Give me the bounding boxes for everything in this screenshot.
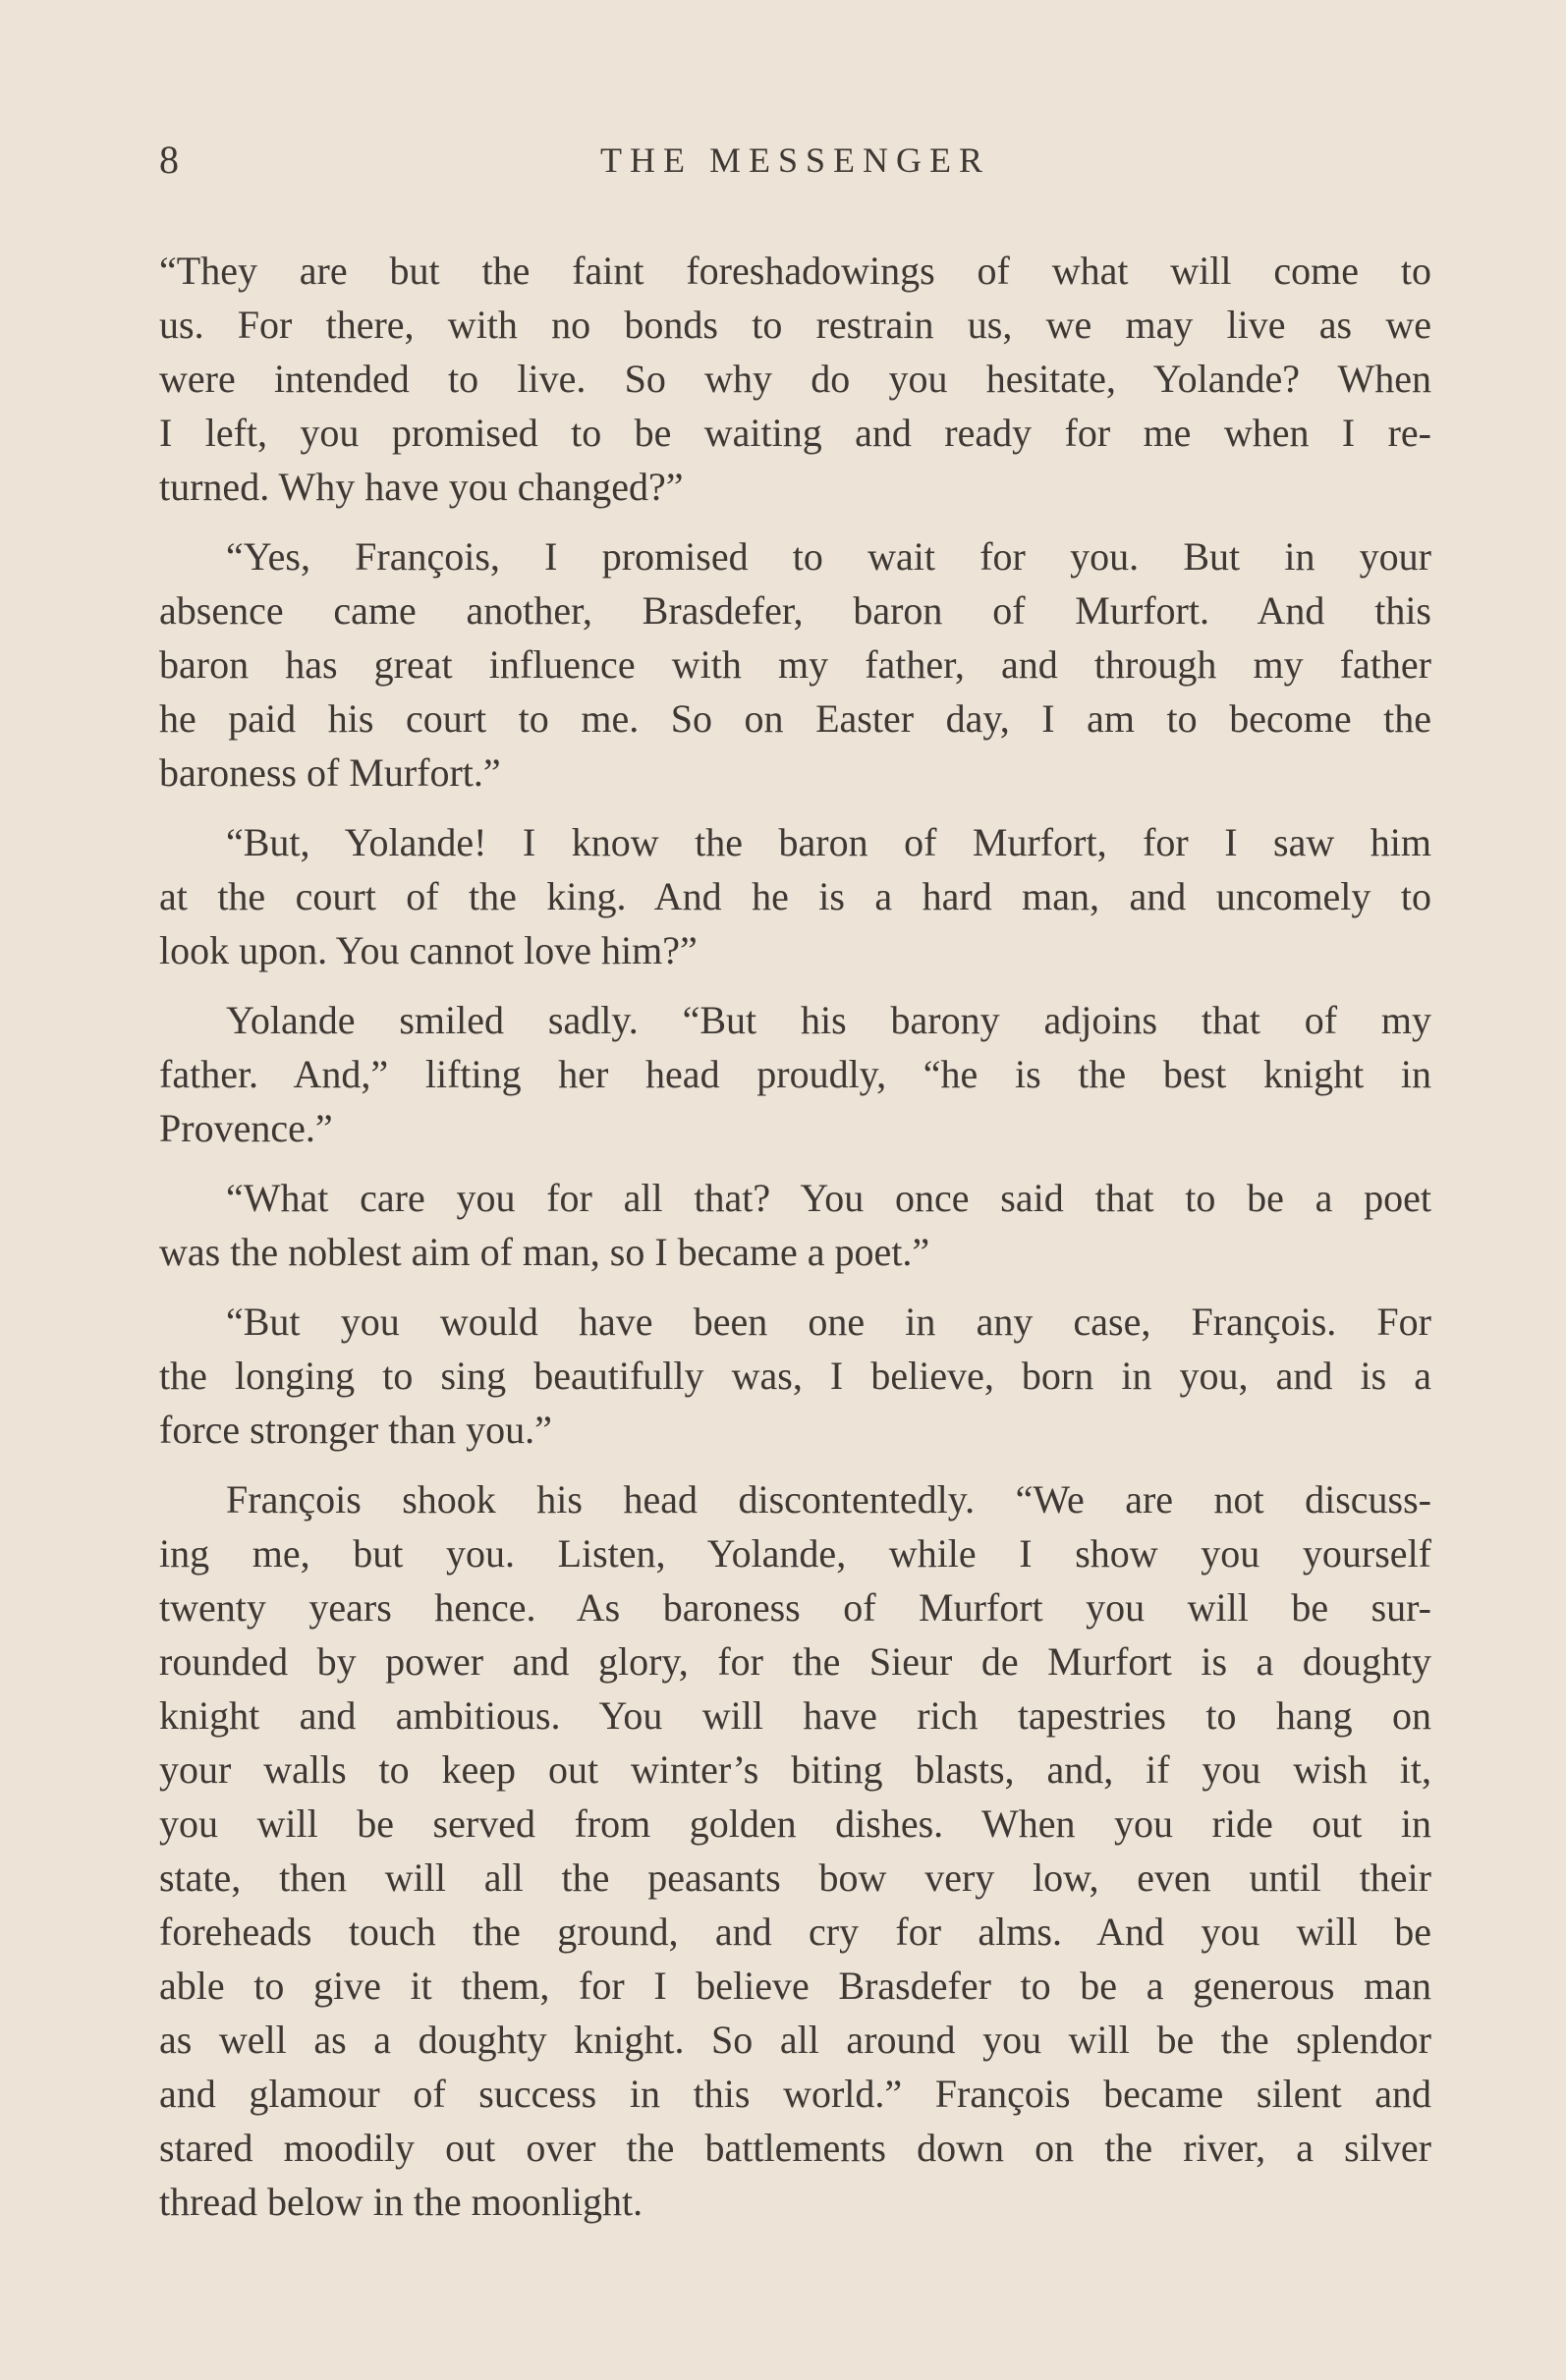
- running-title: THE MESSENGER: [599, 140, 990, 180]
- text-line: foreheads touch the ground, and cry for alms. And you will be: [159, 1910, 1431, 1954]
- text-line: and glamour of success in this world.” François became silent and: [159, 2072, 1431, 2116]
- text-line: “Yes, François, I promised to wait for you. But in your: [226, 534, 1431, 579]
- text-line: stared moodily out over the battlements down on the river, a silver: [159, 2126, 1431, 2170]
- text-line: absence came another, Brasdefer, baron of Murfort. And this: [159, 588, 1431, 633]
- text-line: “But, Yolande! I know the baron of Murfort, for I saw him: [226, 820, 1431, 864]
- paragraph: [159, 244, 1431, 514]
- text-line: was the noblest aim of man, so I became a poet.”: [159, 1230, 930, 1274]
- text-line: “They are but the faint foreshadowings of what will come to: [159, 249, 1431, 293]
- page-header: [159, 131, 1431, 190]
- text-line: turned. Why have you changed?”: [159, 465, 684, 509]
- text-line: knight and ambitious. You will have rich tapestries to hang on: [159, 1693, 1431, 1738]
- paragraph: [159, 1295, 1431, 1457]
- paragraph: [159, 529, 1431, 800]
- text-line: baroness of Murfort.”: [159, 750, 501, 795]
- paragraph: [159, 1472, 1431, 2229]
- text-line: state, then will all the peasants bow very low, even until their: [159, 1855, 1431, 1900]
- text-line: “But you would have been one in any case, François. For: [226, 1300, 1431, 1344]
- text-line: were intended to live. So why do you hesitate, Yolande? When: [159, 357, 1431, 401]
- text-line: Yolande smiled sadly. “But his barony adjoins that of my: [226, 998, 1431, 1042]
- text-line: François shook his head discontentedly. “We are not discuss-: [226, 1477, 1431, 1522]
- text-line: as well as a doughty knight. So all around you will be the splendor: [159, 2018, 1431, 2062]
- text-line: he paid his court to me. So on Easter day, I am to become the: [159, 696, 1431, 741]
- body-text: [159, 244, 1431, 2244]
- text-line: the longing to sing beautifully was, I believe, born in you, and is a: [159, 1354, 1431, 1398]
- text-line: “What care you for all that? You once said that to be a poet: [226, 1176, 1431, 1220]
- text-line: thread below in the moonlight.: [159, 2180, 643, 2224]
- text-line: force stronger than you.”: [159, 1408, 552, 1452]
- page-number: 8: [159, 138, 179, 182]
- text-line: you will be served from golden dishes. When you ride out in: [159, 1801, 1431, 1846]
- text-line: ing me, but you. Listen, Yolande, while I show you yourself: [159, 1531, 1431, 1576]
- text-line: rounded by power and glory, for the Sieur de Murfort is a doughty: [159, 1639, 1431, 1684]
- text-line: father. And,” lifting her head proudly, “he is the best knight in: [159, 1052, 1431, 1096]
- text-line: look upon. You cannot love him?”: [159, 928, 698, 972]
- paragraph: [159, 1171, 1431, 1279]
- paragraph: [159, 993, 1431, 1155]
- text-line: your walls to keep out winter’s biting blasts, and, if you wish it,: [159, 1747, 1431, 1792]
- paragraph: [159, 815, 1431, 977]
- text-line: Provence.”: [159, 1106, 333, 1150]
- text-line: baron has great influence with my father, and through my father: [159, 642, 1431, 687]
- text-line: able to give it them, for I believe Brasdefer to be a generous man: [159, 1964, 1431, 2008]
- text-line: I left, you promised to be waiting and ready for me when I re-: [159, 411, 1431, 455]
- text-line: at the court of the king. And he is a hard man, and uncomely to: [159, 874, 1431, 918]
- text-line: us. For there, with no bonds to restrain us, we may live as we: [159, 303, 1431, 347]
- text-line: twenty years hence. As baroness of Murfort you will be sur-: [159, 1585, 1431, 1630]
